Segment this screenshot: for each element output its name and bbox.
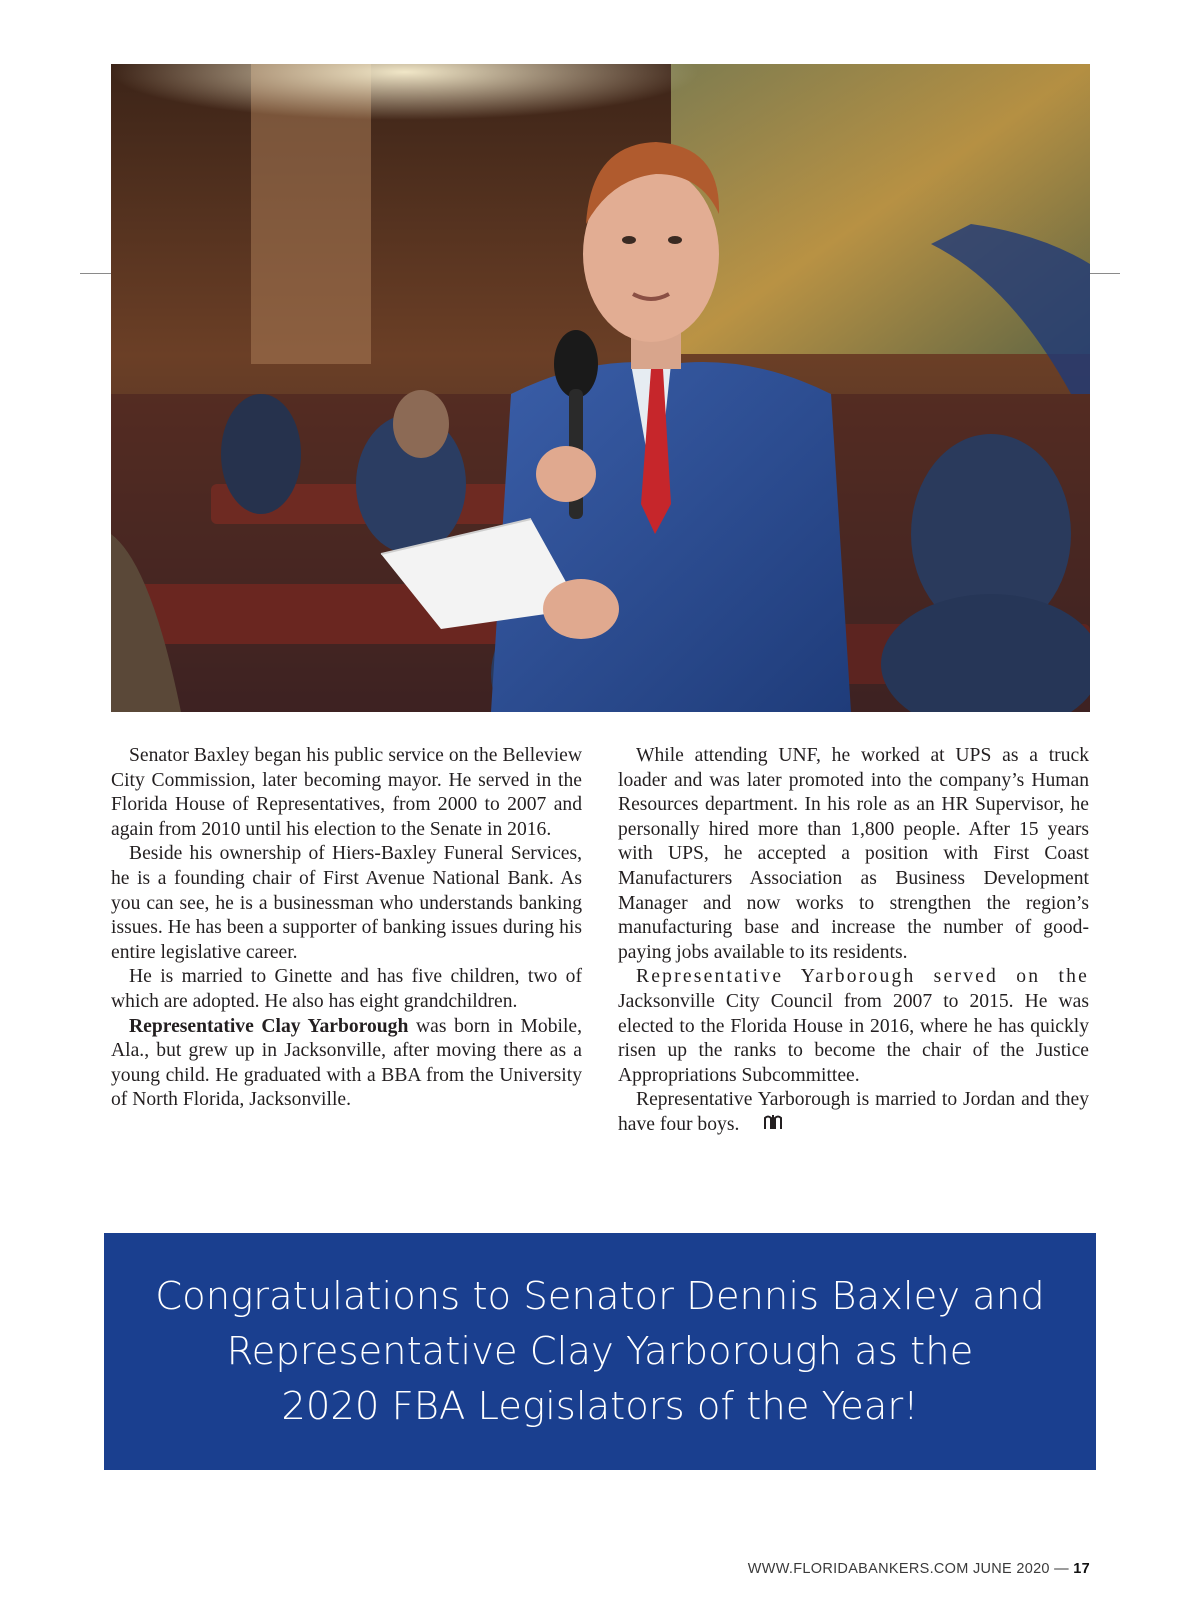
banner-line-3: 2020 FBA Legislators of the Year! [281, 1384, 919, 1429]
congratulations-banner [104, 1233, 1096, 1470]
council-lead-text: Representative Yarborough served on the [636, 966, 1089, 988]
header-rule-left [80, 273, 112, 274]
banner-line-1: Congratulations to Senator Dennis Baxley and [155, 1274, 1045, 1319]
paragraph-baxley-service: Senator Baxley began his public service on the Belleview City Commission, later becoming mayor. He served in the Florida House of Representatives, from 2000 to 2007 and again from 2010 until his election to the Senate in 2016. [111, 745, 582, 840]
paragraph-baxley-business: Beside his ownership of Hiers-Baxley Funeral Services, he is a founding chair of First Avenue National Bank. As you can see, he is a businessman who understands banking issues. He has been a supporter of banking issues during his entire legislative career. [111, 843, 582, 963]
page-footer [748, 1561, 1090, 1577]
page-number: 17 [1073, 1561, 1090, 1577]
yarborough-name: Representative Clay Yarborough [129, 1015, 409, 1037]
council-rest-text: Jacksonville City Council from 2007 to 2015. He was elected to the Florida House in 2016, where he has quickly risen up the ranks to become the chair of the Justice Appropriations Subcommittee. [618, 990, 1089, 1086]
photo-illustration [111, 64, 1090, 712]
right-column [618, 744, 1089, 1138]
paragraph-yarborough-intro [111, 1015, 582, 1113]
photo-legislator-speaking [111, 64, 1090, 712]
paragraph-baxley-family: He is married to Ginette and has five children, two of which are adopted. He also has eight grandchildren. [111, 966, 582, 1012]
banner-line-2: Representative Clay Yarborough as the [226, 1329, 974, 1374]
paragraph-yarborough-career: While attending UNF, he worked at UPS as a truck loader and was later promoted into the company’s Human Resources department. In his role as an HR Supervisor, he personally hired more than 1,800 people. After 15 years with UPS, he accepted a position with First Coast Manufacturers Association as Business Development Manager and now works to strengthen the region’s manufacturing base and increase the number of good-paying jobs available to its residents. [618, 745, 1089, 963]
end-of-article-icon [745, 1113, 783, 1138]
yarborough-intro-text: was born in Mobile, Ala., but grew up in Jacksonville, after moving there as a young child. He graduated with a BBA from the University of North Florida, Jacksonville. [111, 1015, 582, 1111]
family-text: Representative Yarborough is married to Jordan and they have four boys. [618, 1089, 1089, 1135]
paragraph-yarborough-council [618, 965, 1089, 1088]
paragraph-yarborough-family [618, 1088, 1089, 1137]
footer-site-date: WWW.FLORIDABANKERS.COM JUNE 2020 — [747, 1561, 1074, 1577]
left-column [111, 744, 582, 1113]
